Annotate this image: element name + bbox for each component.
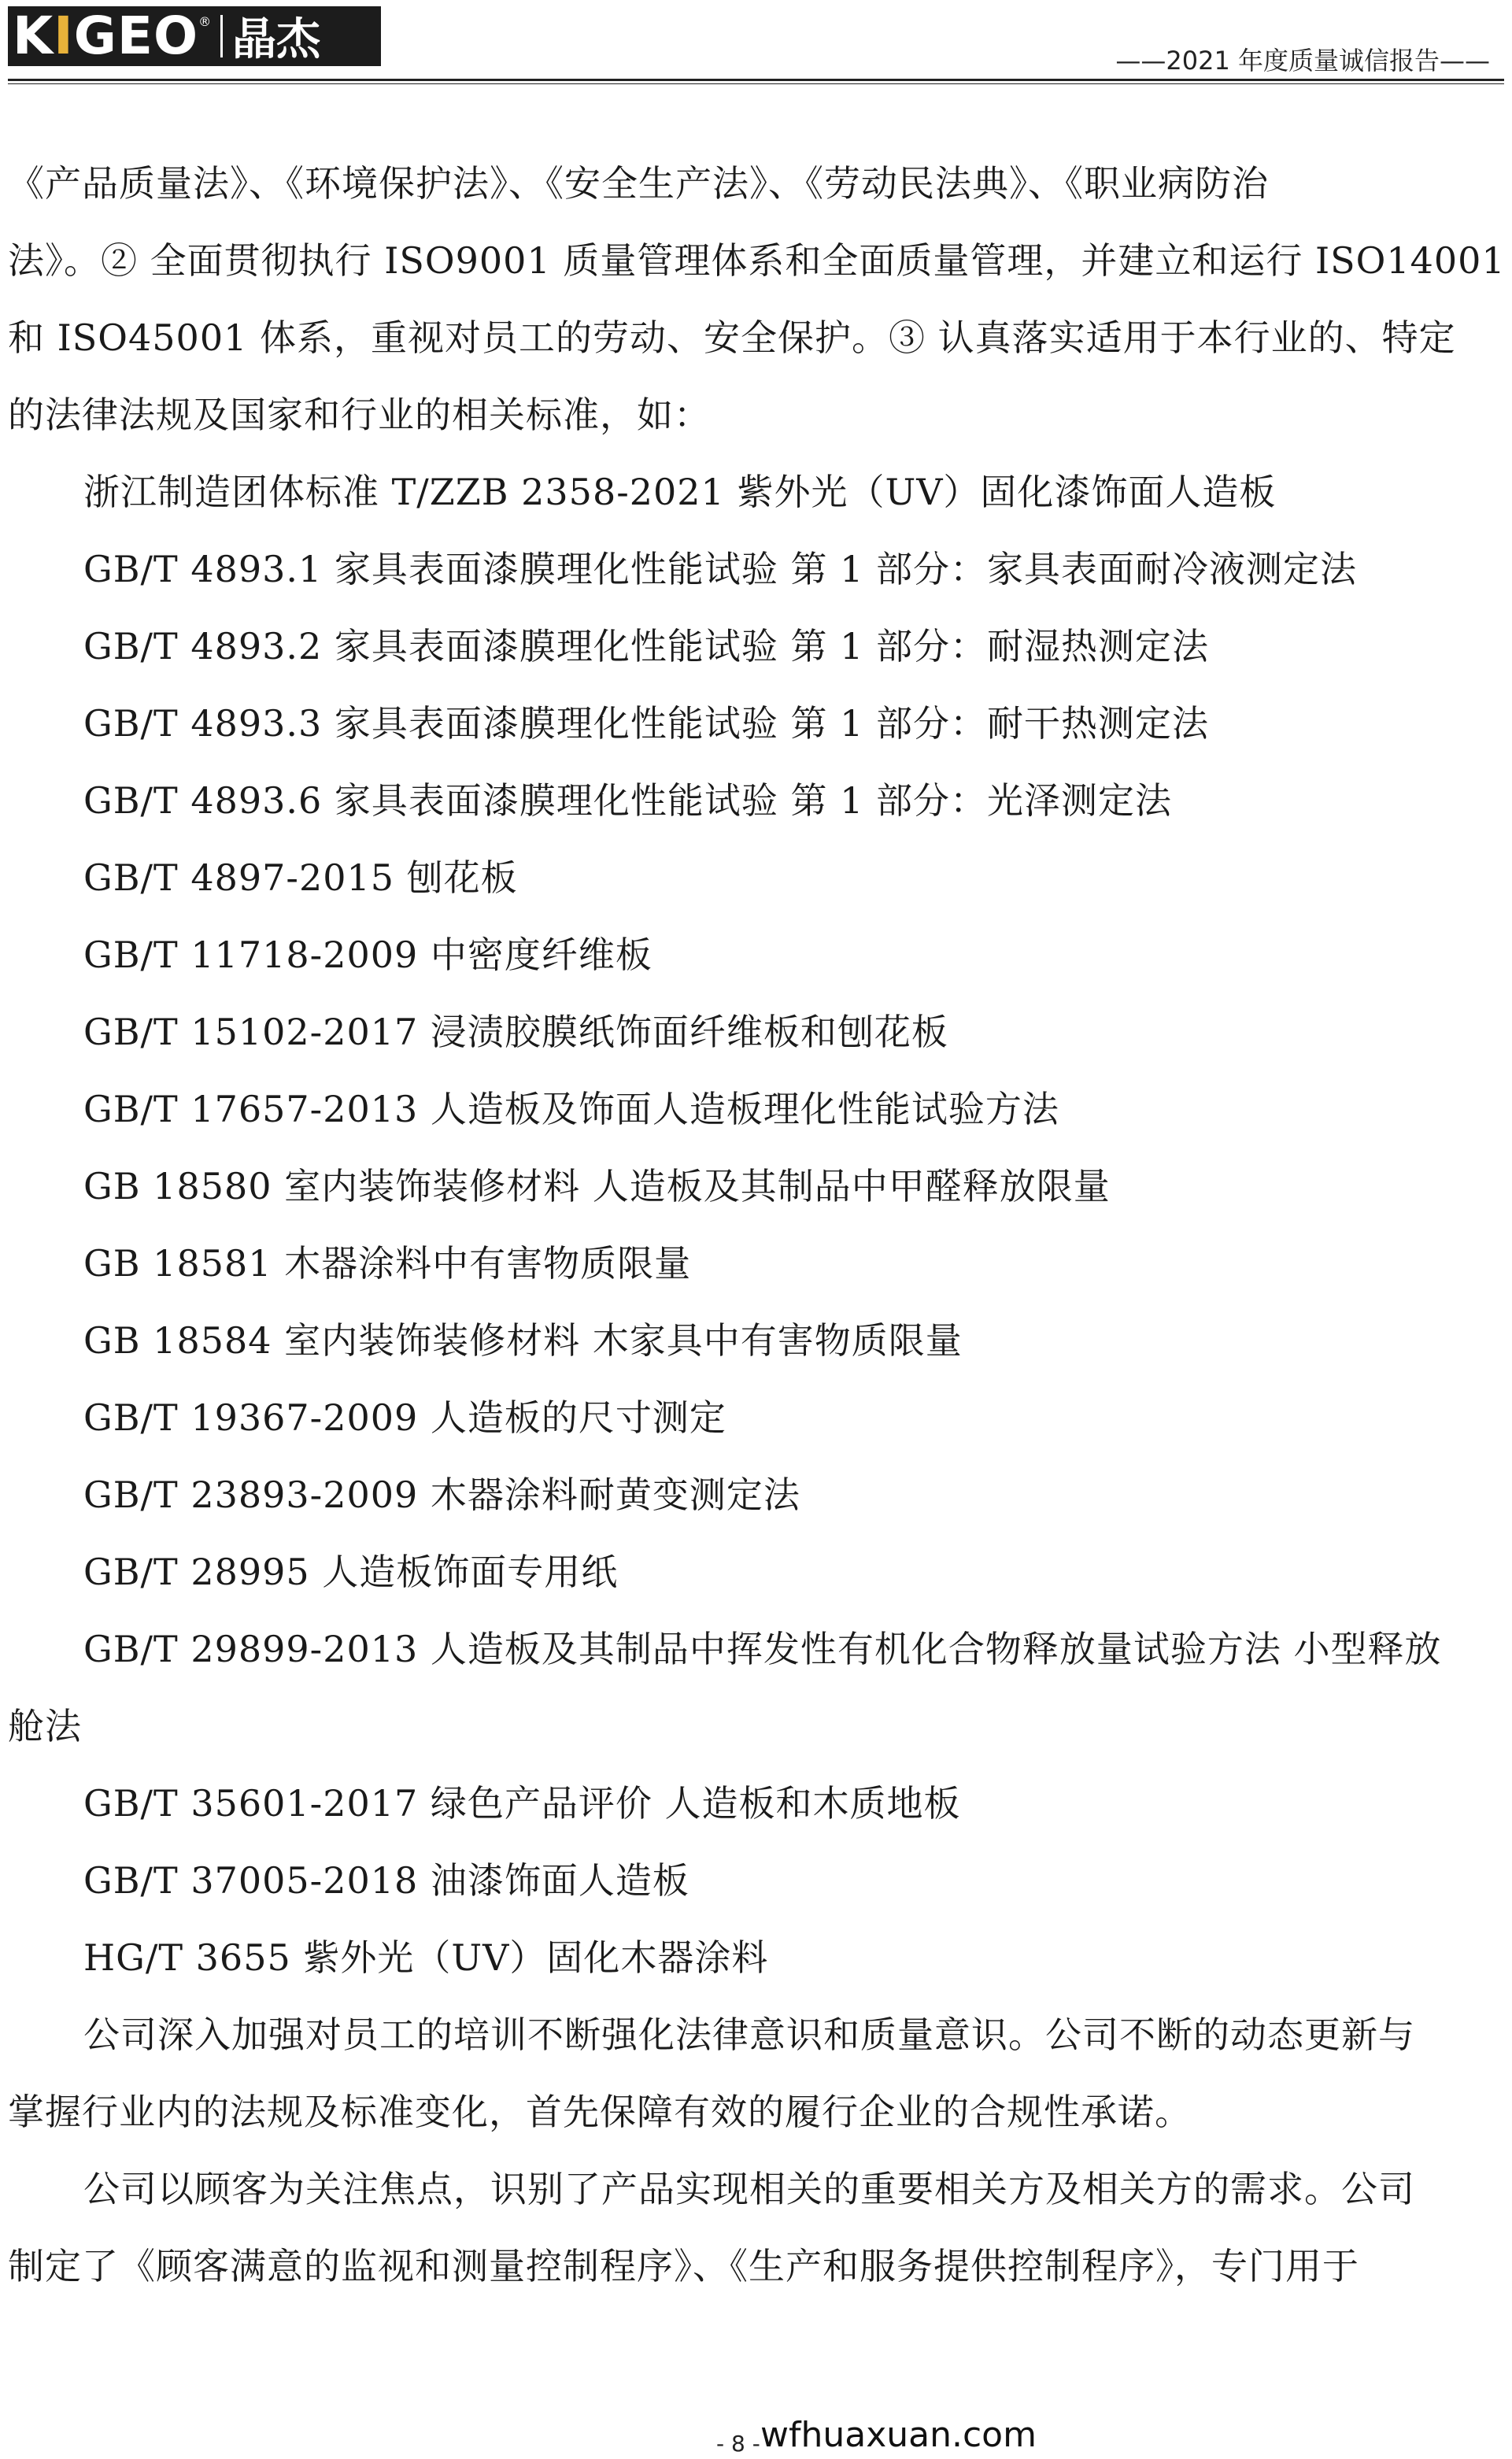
standard-item: GB/T 28995 人造板饰面专用纸 [83,1551,619,1593]
logo-chinese-name: 晶杰 [232,14,321,65]
paragraph-line: 公司深入加强对员工的培训不断强化法律意识和质量意识。公司不断的动态更新与 [83,2013,1415,2056]
paragraph-line: 《产品质量法》、《环境保护法》、《安全生产法》、《劳动民法典》、《职业病防治 [8,162,1269,205]
standard-item-continuation: 舱法 [8,1705,82,1747]
site-watermark: wfhuaxuan.com [760,2415,1037,2455]
report-title: ——2021 年度质量诚信报告—— [1115,46,1490,76]
paragraph-line: 的法律法规及国家和行业的相关标准，如： [8,394,711,436]
standard-item: GB/T 23893-2009 木器涂料耐黄变测定法 [83,1474,800,1516]
standard-item: GB/T 19367-2009 人造板的尺寸测定 [83,1396,726,1439]
standard-item: GB/T 4897-2015 刨花板 [83,856,518,899]
logo-divider [220,15,223,57]
standard-item: GB 18580 室内装饰装修材料 人造板及其制品中甲醛释放限量 [83,1165,1111,1207]
paragraph-line: 和 ISO45001 体系，重视对员工的劳动、安全保护。③ 认真落实适用于本行业的、特定 [8,316,1456,359]
standard-item: GB/T 37005-2018 油漆饰面人造板 [83,1859,689,1902]
paragraph-line: 掌握行业内的法规及标准变化，首先保障有效的履行企业的合规性承诺。 [8,2091,1192,2133]
page-number: - 8 - [716,2431,760,2457]
standard-item: GB/T 4893.2 家具表面漆膜理化性能试验 第 1 部分：耐湿热测定法 [83,625,1210,667]
standard-item: GB 18581 木器涂料中有害物质限量 [83,1242,692,1285]
standard-item: GB 18584 室内装饰装修材料 木家具中有害物质限量 [83,1319,963,1362]
standard-item: GB/T 11718-2009 中密度纤维板 [83,934,652,976]
paragraph-line: 公司以顾客为关注焦点，识别了产品实现相关的重要相关方及相关方的需求。公司 [83,2168,1415,2210]
standard-item: GB/T 29899-2013 人造板及其制品中挥发性有机化合物释放量试验方法 小型释放 [83,1628,1442,1670]
document-body [8,154,1506,2314]
standard-item: GB/T 4893.1 家具表面漆膜理化性能试验 第 1 部分：家具表面耐冷液测定法 [83,548,1358,590]
paragraph-line: 法》。② 全面贯彻执行 ISO9001 质量管理体系和全面质量管理，并建立和运行 ISO14001 [8,239,1506,282]
standard-item: 浙江制造团体标准 T/ZZB 2358-2021 紫外光（UV）固化漆饰面人造板 [83,471,1277,513]
standard-item: GB/T 15102-2017 浸渍胶膜纸饰面纤维板和刨花板 [83,1011,948,1053]
standard-item: HG/T 3655 紫外光（UV）固化木器涂料 [83,1936,769,1979]
kigeo-logo [8,6,381,66]
header-rule-thick [8,79,1504,81]
standard-item: GB/T 35601-2017 绿色产品评价 人造板和木质地板 [83,1782,961,1825]
standard-item: GB/T 4893.6 家具表面漆膜理化性能试验 第 1 部分：光泽测定法 [83,779,1173,822]
standard-item: GB/T 4893.3 家具表面漆膜理化性能试验 第 1 部分：耐干热测定法 [83,702,1210,745]
header-rule-thin [8,83,1504,84]
logo-wordmark: KIGEO [13,6,199,66]
paragraph-line: 制定了《顾客满意的监视和测量控制程序》、《生产和服务提供控制程序》，专门用于 [8,2245,1359,2287]
page-header [0,0,1512,88]
registered-mark: ® [198,14,212,29]
standard-item: GB/T 17657-2013 人造板及饰面人造板理化性能试验方法 [83,1088,1059,1130]
